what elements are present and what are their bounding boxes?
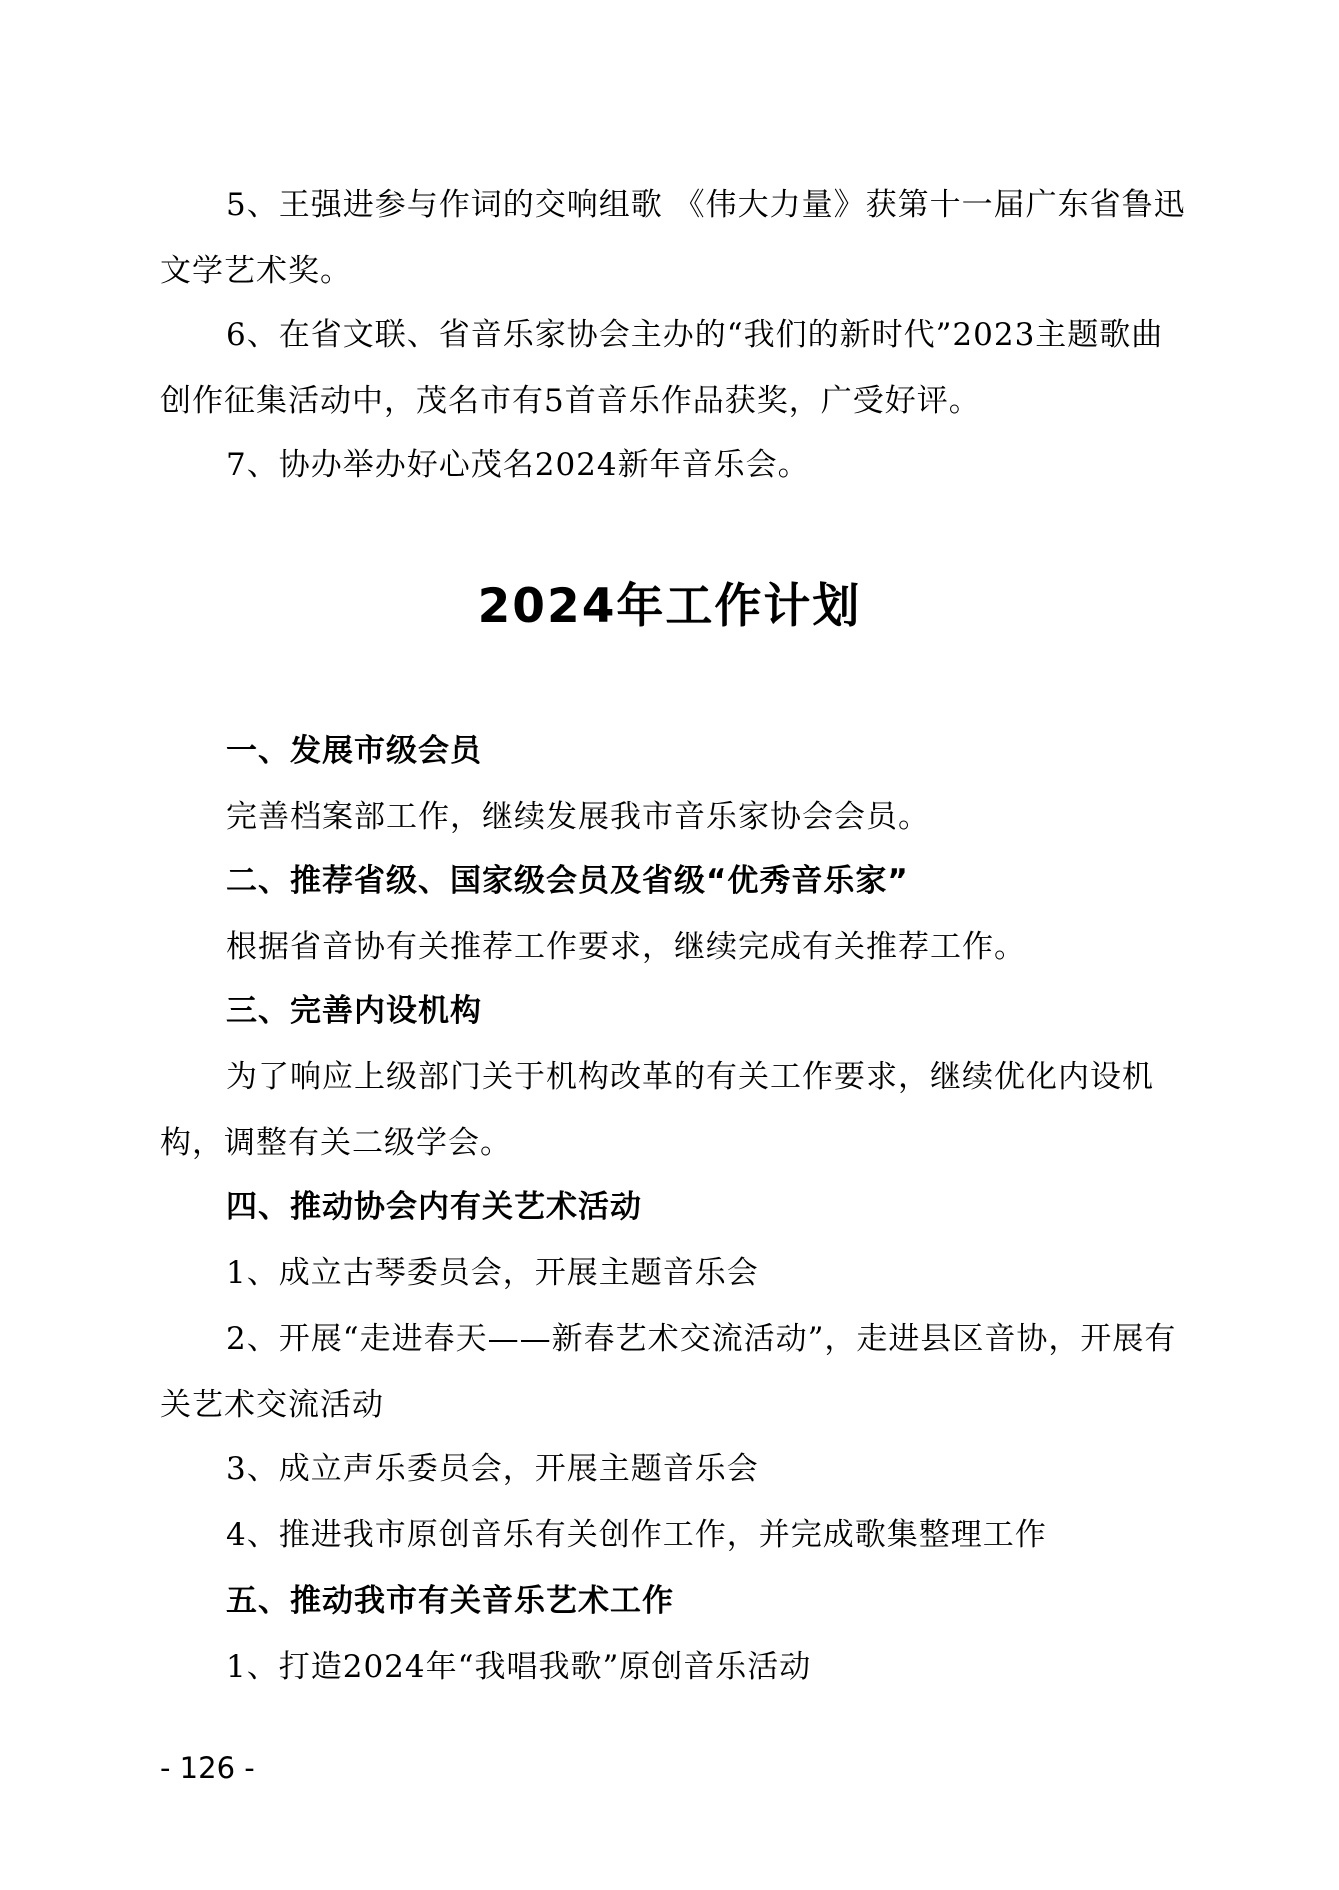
section-4-item-3: 3、成立声乐委员会，开展主题音乐会 bbox=[226, 1451, 759, 1487]
section-4-heading: 四、推动协会内有关艺术活动 bbox=[226, 1189, 642, 1225]
section-5-heading: 五、推动我市有关音乐艺术工作 bbox=[226, 1583, 674, 1619]
section-5-item-1: 1、打造2024年“我唱我歌”原创音乐活动 bbox=[226, 1649, 812, 1685]
achievement-item-7: 7、协办举办好心茂名2024新年音乐会。 bbox=[226, 447, 810, 483]
section-3-heading: 三、完善内设机构 bbox=[226, 993, 482, 1029]
achievement-item-6: 6、在省文联、省音乐家协会主办的“我们的新时代”2023主题歌曲创作征集活动中，茂名市有5首音乐作品获奖，广受好评。 bbox=[160, 317, 1164, 419]
achievement-item-5: 5、王强进参与作词的交响组歌 《伟大力量》获第十一届广东省鲁迅文学艺术奖。 bbox=[160, 187, 1186, 289]
section-3-body: 为了响应上级部门关于机构改革的有关工作要求，继续优化内设机构，调整有关二级学会。 bbox=[160, 1059, 1154, 1161]
section-2-body: 根据省音协有关推荐工作要求，继续完成有关推荐工作。 bbox=[226, 929, 1026, 965]
section-4-item-2: 2、开展“走进春天——新春艺术交流活动”，走进县区音协，开展有关艺术交流活动 bbox=[160, 1321, 1177, 1423]
section-1-heading: 一、发展市级会员 bbox=[226, 733, 482, 769]
section-4-item-4: 4、推进我市原创音乐有关创作工作，并完成歌集整理工作 bbox=[226, 1517, 1047, 1553]
page-number: - 126 - bbox=[160, 1751, 255, 1785]
plan-title: 2024年工作计划 bbox=[477, 579, 862, 634]
section-4-item-1: 1、成立古琴委员会，开展主题音乐会 bbox=[226, 1255, 759, 1291]
section-1-body: 完善档案部工作，继续发展我市音乐家协会会员。 bbox=[226, 799, 930, 835]
section-2-heading: 二、推荐省级、国家级会员及省级“优秀音乐家” bbox=[226, 863, 909, 899]
